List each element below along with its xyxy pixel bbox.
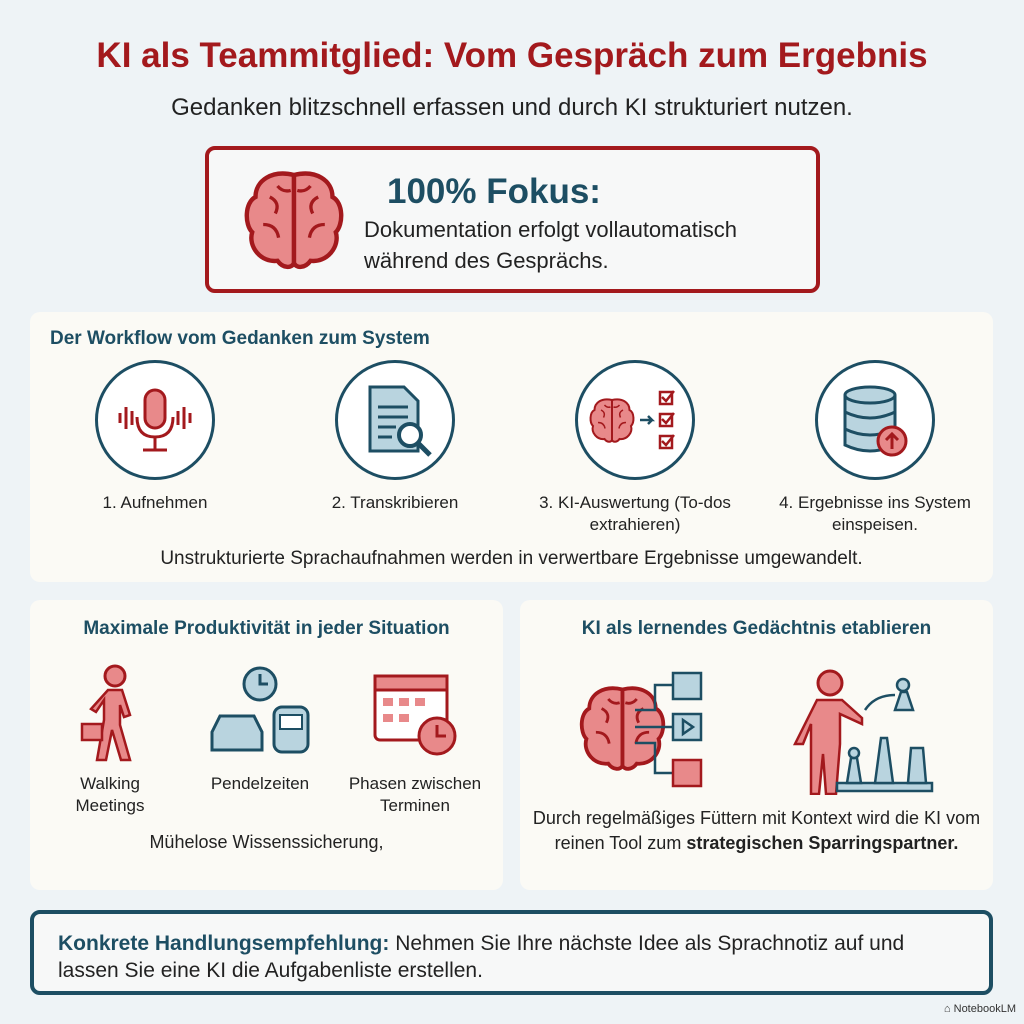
brain-network-icon xyxy=(575,665,715,790)
focus-heading: 100% Fokus: xyxy=(387,172,601,211)
brain-checklist-icon xyxy=(585,380,685,460)
step-label: 2. Transkribieren xyxy=(331,493,459,512)
car-train-clock-icon xyxy=(200,662,320,767)
recommendation-label: Konkrete Handlungsempfehlung: xyxy=(58,932,390,955)
focus-callout xyxy=(205,146,820,293)
step-label: 3. KI-Auswertung (To-dos extrahieren) xyxy=(539,493,731,534)
workflow-heading: Der Workflow vom Gedanken zum System xyxy=(50,328,430,349)
workflow-step xyxy=(295,360,495,514)
workflow-summary: Unstrukturierte Sprachaufnahmen werden in verwertbare Ergebnisse umgewandelt. xyxy=(160,548,863,569)
memory-panel xyxy=(520,600,993,890)
recommendation-box xyxy=(30,910,993,995)
situation-item xyxy=(50,662,170,817)
step-label: 1. Aufnehmen xyxy=(102,493,208,512)
page-title: KI als Teammitglied: Vom Gespräch zum Ergebnis xyxy=(96,36,928,75)
situation-item xyxy=(195,662,325,795)
situation-item xyxy=(335,662,495,817)
notebooklm-watermark: ⌂ NotebookLM xyxy=(943,1003,1016,1015)
workflow-step xyxy=(55,360,255,514)
brain-icon xyxy=(239,164,349,274)
situation-label: Phasen zwischen Terminen xyxy=(348,774,482,815)
document-search-icon xyxy=(350,375,440,465)
memory-heading: KI als lernendes Gedächtnis etablieren xyxy=(581,618,932,639)
workflow-step xyxy=(535,360,735,536)
productivity-summary: Mühelose Wissenssicherung, xyxy=(149,832,384,852)
situation-label: Pendelzeiten xyxy=(210,774,310,793)
workflow-step xyxy=(775,360,975,536)
step-label: 4. Ergebnisse ins System einspeisen. xyxy=(779,493,971,534)
database-upload-icon xyxy=(830,375,920,465)
page-subtitle: Gedanken blitzschnell erfassen und durch KI strukturiert nutzen. xyxy=(171,94,853,121)
focus-text: Dokumentation erfolgt vollautomatisch während des Gesprächs. xyxy=(364,217,737,273)
calendar-clock-icon xyxy=(365,662,465,767)
chess-strategy-icon xyxy=(785,665,935,795)
memory-text: Durch regelmäßiges Füttern mit Kontext wird die KI vom reinen Tool zum strategischen Sparringspartner. xyxy=(532,808,981,853)
productivity-panel xyxy=(30,600,503,890)
walking-person-icon xyxy=(70,662,150,767)
situation-label: Walking Meetings xyxy=(75,774,145,815)
productivity-heading: Maximale Produktivität in jeder Situation xyxy=(83,618,450,639)
memory-text-emphasis: strategischen Sparringspartner. xyxy=(686,833,959,853)
microphone-icon xyxy=(110,375,200,465)
recommendation-text: Nehmen Sie Ihre nächste Idee als Sprachnotiz auf und lassen Sie eine KI die Aufgabenliste erstellen. xyxy=(58,932,905,982)
workflow-panel xyxy=(30,312,993,582)
